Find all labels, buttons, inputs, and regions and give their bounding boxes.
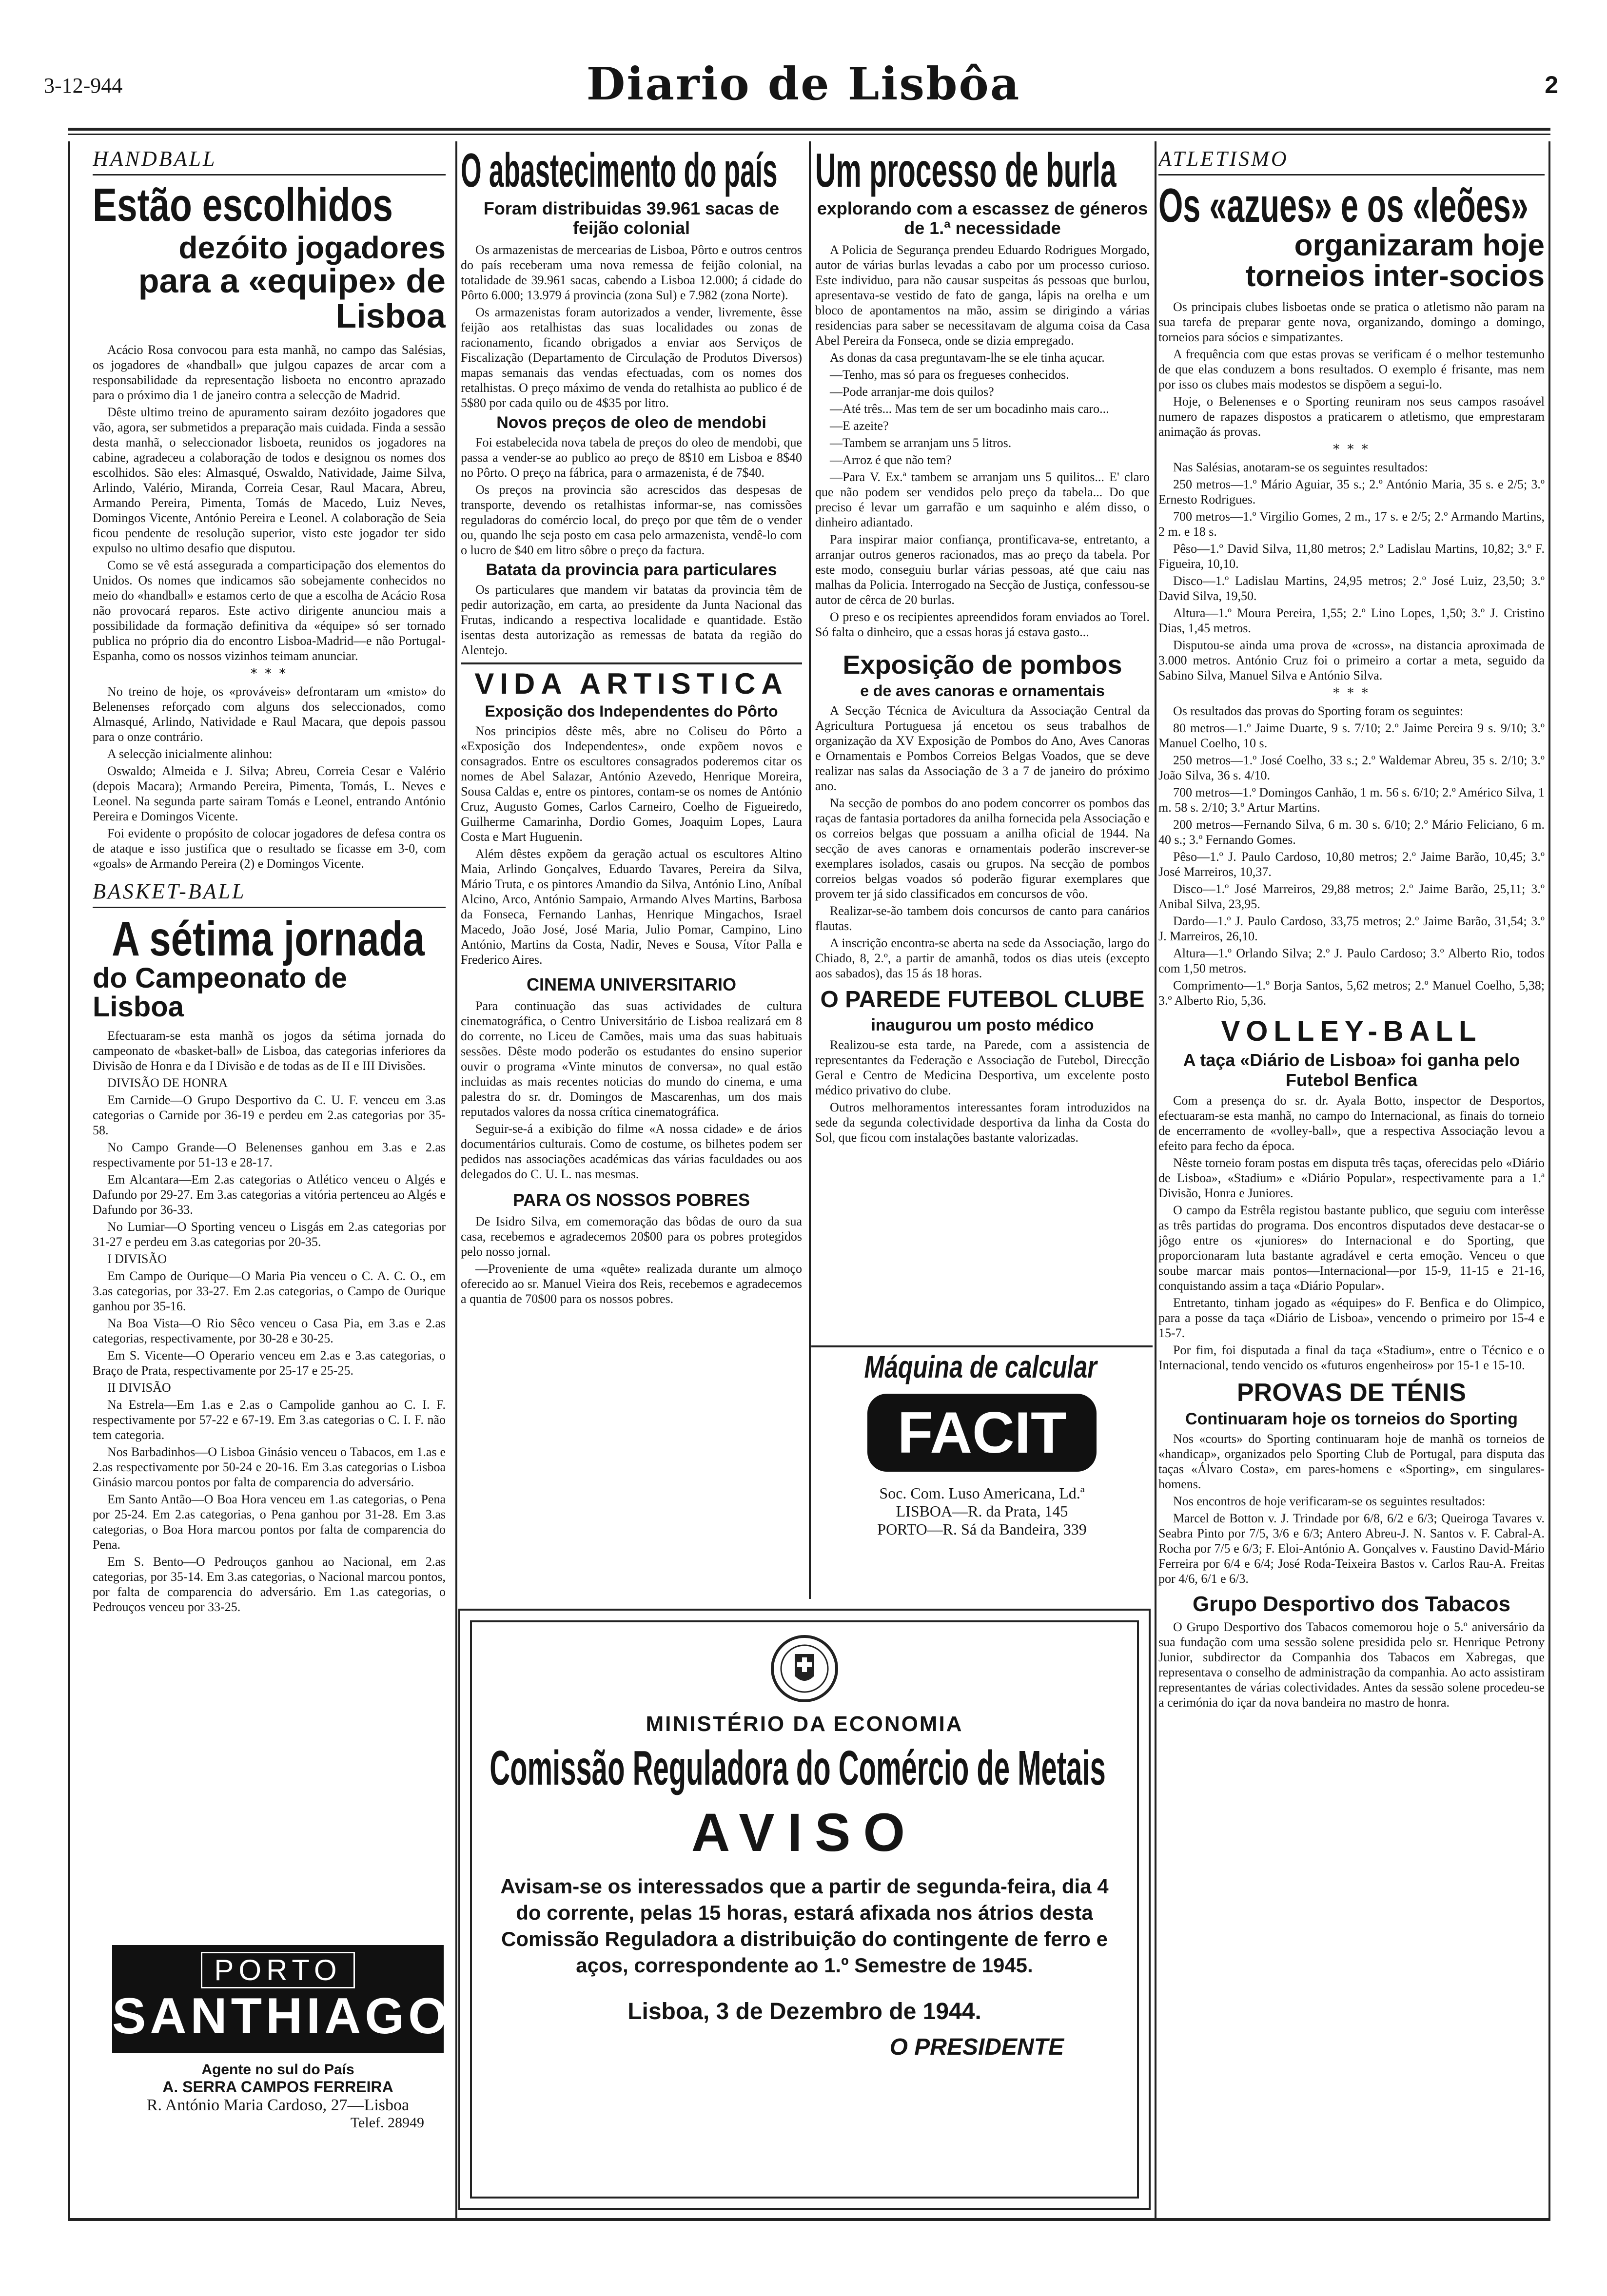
facit-ad [811,1345,1153,1599]
column-divider-2 [809,141,811,1599]
article-paragraph: —Até três... Mas tem de ser um bocadinho mais caro... [830,401,1109,416]
page-number: 2 [1545,71,1558,98]
article-paragraph: Por fim, foi disputada a final da taça «Stadium», entre o Técnico e o Internacional, tendo vencido os «futuros engenheiros» por 15-1 e 15-10. [1158,1343,1545,1372]
article-paragraph: Na Boa Vista—O Rio Sêco venceu o Casa Pia, em 3.as e 2.as categorias, respectivamente, por 30-28 e 30-25. [93,1316,446,1346]
subheadline: CINEMA UNIVERSITARIO [526,974,736,994]
subheadline: e de aves canoras e ornamentais [860,682,1105,700]
article-paragraph: No treino de hoje, os «prováveis» defrontaram um «misto» do Belenenses reforçado com alguns dos seleccionados, como Almasqué, Arlindo, Natividade e Raul Macara, que depois passou para o onze contrário. [93,684,446,744]
article-paragraph: Os principais clubes lisboetas onde se pratica o atletismo não param na sua tarefa de preparar gente nova, organizando, domingo a domingo, torneios para sócios e simpatizantes. [1158,300,1545,345]
article-paragraph: Em Santo Antão—O Boa Hora venceu em 1.as categorias, o Pena por 25-24. Em 2.as categorias, o Pena ganhou por 31-28. Em 3.as categorias, o Boa Hora marcou pontos por falta de comparencia do Pena. [93,1492,446,1552]
article-paragraph: —Tambem se arranjam uns 5 litros. [830,435,1012,450]
article-paragraph: II DIVISÃO [107,1381,171,1395]
article-paragraph: Na secção de pombos do ano podem concorrer os pombos das raças de fantasia portadores da anilha fornecida pela Associação e os correios belgas que possuam a anilha oficial de 1944. Na secção de aves canoras e ornamentais poderão inscrever-se exemplares isolados, casais ou grupos. Na secção de pombos correios belgas voados só poderão figurar exemplares que provem ter já sido classificados em concursos de vôo. [815,796,1150,901]
notice-aviso: AVISO [691,1803,918,1863]
article-paragraph: 200 metros—Fernando Silva, 6 m. 30 s. 6/10; 2.º Mário Feliciano, 6 m. 40 s.; 3.º Fernando Gomes. [1158,817,1545,847]
article-paragraph: —E azeite? [830,418,889,433]
notice-body: Avisam-se os interessados que a partir de segunda-feira, dia 4 do corrente, pelas 15 horas, estará afixada nos átrios desta Comissão Reguladora a distribuição do contingente de ferro e aços, correspondente ao 1.º Semestre de 1945. [500,1875,1109,1977]
article-paragraph: O campo da Estrêla registou bastante publico, que seguiu com interêsse as três partidas do programa. Dos encontros disputados deve destacar-se o jôgo entre os «juniores» do Internacional e do Sporting, que proporcionaram luta bastante agradável e certa emoção. Venceu o que soube marcar mais pontos—Internacional—por 15-9, 11-15 e 21-16, conquistando assim a taça «Diário Popular». [1158,1203,1545,1293]
headline-burla: Um processo de burla [815,146,1117,197]
section-atletismo: ATLETISMO [1158,146,1545,175]
article-paragraph: Em S. Bento—O Pedrouços ganhou ao Nacional, em 2.as categorias, por 35-14. Em 3.as categorias, o Nacional marcou pontos, por falta de comparencia do adversário. Em 1.as categorias, o Pedrouços venceu por 33-25. [93,1555,446,1615]
article-paragraph: I DIVISÃO [107,1252,167,1266]
article-paragraph: Em S. Vicente—O Operario venceu em 2.as e 3.as categorias, o Braço de Prata, respectivamente por 25-17 e 25-25. [93,1348,446,1378]
subheadline: Exposição dos Independentes do Pôrto [485,702,778,720]
article-paragraph: 80 metros—1.º Jaime Duarte, 9 s. 7/10; 2.º Jaime Pereira 9 s. 9/10; 3.º Manuel Coelho, 10 s. [1158,721,1545,751]
article-paragraph: O preso e os recipientes apreendidos foram enviados ao Torel. Só falta o dinheiro, que a essas horas já estava gasto... [815,609,1150,639]
newspaper-title: Diario de Lisbôa [586,58,1021,110]
subheadline: inaugurou um posto médico [871,1015,1094,1034]
headline-atletismo-3: torneios inter-socios [1245,259,1545,293]
article-paragraph: Pêso—1.º J. Paulo Cardoso, 10,80 metros; 2.º Jaime Barão, 10,45; 3.º José Marreiros, 10,37. [1158,850,1545,879]
article-paragraph: Comprimento—1.º Borja Santos, 5,62 metros; 2.º Manuel Coelho, 5,38; 3.º Alberto Rio, 5,36. [1158,978,1545,1008]
article-paragraph: Acácio Rosa convocou para esta manhã, no campo das Salésias, os jogadores de «handball» que julgou capazes de arcar com a responsabilidade da representação lisboeta no encontro aprazado para o próximo dia 1 de janeiro contra a selecção de Madrid. [93,342,446,402]
column-divider-1 [455,141,457,2219]
article-paragraph: Efectuaram-se esta manhã os jogos da sétima jornada do campeonato de «basket-ball» de Lisboa, das categorias inferiores da Divisão de Honra e da I Divisão e de todas as de II e III Divisões. [93,1029,446,1073]
headline-handball-3: para a «equipe» de Lisboa [138,262,446,335]
article-paragraph: Os armazenistas de mercearias de Lisboa, Pôrto e outros centros do país receberam uma nova remessa de feijão colonial, na totalidade de 39.961 sacas, cabendo a Lisboa 12.000; á cidade do Pôrto 6.000; 13.979 á provincia (zona Sul) e 7.982 (zona Norte). [461,242,802,302]
article-paragraph: Em Carnide—O Grupo Desportivo da C. U. F. venceu em 3.as categorias o Carnide por 36-19 e perdeu em 2.as categorias por 35-58. [93,1093,446,1138]
article-paragraph: Foi evidente o propósito de colocar jogadores de defesa contra os de ataque e isso justifica que o resultado se ficasse em 3-0, com «goals» de Armando Pereira (2) e Domingos Vicente. [93,826,446,871]
headline-handball-2: dezóito jogadores [178,230,446,265]
subheadline: PARA OS NOSSOS POBRES [512,1190,750,1210]
santhiago-ad-banner [112,1945,451,2053]
column-handball-basketball [93,146,451,2218]
ministry-notice [458,1609,1151,2210]
article-paragraph: Em Campo de Ourique—O Maria Pia venceu o C. A. C. O., em 3.as categorias, por 33-27. Em 2.as categorias, o Campo de Ourique ganhou por 35-16. [93,1269,446,1314]
ad-line: Agente no sul do País [201,2062,354,2078]
article-paragraph: —Arroz é que não tem? [830,452,952,467]
article-paragraph: 700 metros—1.º Virgilio Gomes, 2 m., 17 s. e 2/5; 2.º Armando Martins, 2 m. e 18 s. [1158,509,1545,539]
article-paragraph: Marcel de Botton v. J. Trindade por 6/8, 6/2 e 6/3; Queiroga Tavares v. Seabra Pinto por 7/5, 3/6 e 6/3; Antero Abreu-J. N. Santos v. F. Cabral-A. Rocha por 7/5 e 6/3; F. Eloi-António A. Gonçalves v. Faustino David-Mário Ferreira por 6/4 e 6/4; José Roda-Teixeira Bastos v. Carlos Rau-A. Freitas por 4/6, 6/1 e 6/3. [1158,1511,1545,1586]
ad-line: A. SERRA CAMPOS FERREIRA [162,2078,393,2096]
ad-title: Máquina de calcular [864,1349,1097,1384]
headline-tenis: PROVAS DE TÉNIS [1236,1379,1466,1407]
article-paragraph: Em Alcantara—Em 2.as categorias o Atlético venceu o Algés e Dafundo por 29-27. Em 3.as categorias a vitória pertenceu ao Algés e Dafundo por 36-33. [93,1172,446,1217]
article-paragraph: —Pode arranjar-me dois quilos? [830,384,994,399]
article-paragraph: Além dêstes expõem da geração actual os escultores Altino Maia, Arlindo Gonçalves, Eduardo Tavares, Pereira da Silva, Mário Truta, e os pintores Amandio da Silva, António Lino, Aníbal Alcino, Arco, António Sampaio, Armando Alves Martins, Barbosa da Fonseca, Fernando Lanhas, Henrique Mingachos, Israel Macedo, João José, José Maria, Julio Pomar, Campino, Lino António, Martins da Costa, Nadir, Neves e Sousa, Vítor Palla e Frederico Aires. [461,846,802,967]
article-paragraph: Nos encontros de hoje verificaram-se os seguintes resultados: [1173,1494,1486,1509]
article-paragraph: O Grupo Desportivo dos Tabacos comemorou hoje o 5.º aniversário da sua fundação com uma sessão solene presidida pelo sr. Henrique Petrony Junior, subdirector da Companhia dos Tabacos em Xabregas, que representava o conselho de administração da companhia. Ao acto assistiram representantes de várias colectividades. Antes da sessão solene procedeu-se a cerimónia do içar da nova bandeira no mastro de honra. [1158,1619,1545,1710]
article-paragraph: Os preços na provincia são acrescidos das despesas de transporte, devendo os retalhistas informar-se, nas comissões reguladoras do comércio local, do preço por que têm de o vender ou, quando lhe seja posto em casa pelo armazenista, vendê-lo com o lucro de $40 em litro sôbre o preço da factura. [461,482,802,557]
article-paragraph: Hoje, o Belenenses e o Sporting reuniram nos seus campos rasoável numero de rapazes dispostos a praticarem o atletismo, que emprestaram animação ás provas. [1158,394,1545,439]
article-paragraph: Para inspirar maior confiança, prontificava-se, entretanto, a arranjar outros generos racionados, mas ao preço da tabela. Por este modo, conseguiu burlar várias pessoas, até que caiu nas malhas da Policia. Interrogado na Secção de Justiça, confessou-se autor de cêrca de 20 burlas. [815,532,1150,607]
article-paragraph: 700 metros—1.º Domingos Canhão, 1 m. 56 s. 6/10; 2.º Américo Silva, 1 m. 58 s. 2/10; 3.º Artur Martins. [1158,785,1545,815]
article-paragraph: 250 metros—1.º José Coelho, 33 s.; 2.º Waldemar Abreu, 35 s. 2/10; 3.º João Silva, 36 s. 4/10. [1158,753,1545,783]
separator-stars: * * * [251,666,288,681]
article-paragraph: Dêste ultimo treino de apuramento sairam dezóito jogadores que vão, agora, ser submetidos a preparação mais cuidada. Finda a sessão desta manhã, o seleccionador lisboeta, reunidos os jogadores na cabine, agradeceu a colaboração de todos e designou os nomes dos escolhidos. São eles: Almasqué, Oswaldo, Natividade, Jaime Silva, Arlindo, Valério, Miranda, Correia Cesar, Raul Macara, Abreu, Armando Pereira, Pimenta, Tomás de Macedo, Luiz Neves, Domingos Vicente, António Pereira e Leonel. A colaboração de Seia ficou pendente de resolução superior, visto este jogador ter sido expulso no ultimo desafio que disputou. [93,405,446,555]
article-paragraph: Nêste torneio foram postas em disputa três taças, oferecidas pelo «Diário de Lisboa», «Stadium» e «Diário Popular», respectivamente para a 1.ª Divisão, Honra e Juniores. [1158,1156,1545,1200]
column-divider-3 [1155,141,1156,2219]
ad-line: Soc. Com. Luso Americana, Ld.ª [879,1484,1085,1502]
notice-ministry: MINISTÉRIO DA ECONOMIA [646,1712,963,1736]
masthead-rule-thin [68,134,1550,135]
article-paragraph: Disputou-se ainda uma prova de «cross», na distancia aproximada de 3.000 metros. António Cruz foi o primeiro a cortar a meta, seguido da Sabino Silva, Manuel Silva e António Silva. [1158,638,1545,683]
right-frame [1548,141,1550,2219]
article-paragraph: No Campo Grande—O Belenenses ganhou em 3.as e 2.as respectivamente por 51-13 e 28-17. [93,1140,446,1170]
bottom-rule [68,2218,1550,2221]
separator-stars: * * * [1333,442,1370,457]
article-paragraph: Os armazenistas foram autorizados a vender, livremente, êsse feijão aos retalhistas das suas localidades ou zonas de racionamento, ficando obrigados a enviar aos Serviços de Fiscalização (Departamento de Circulação de Produtos Diversos) mapas semanais das vendas efectuadas, com os nomes dos retalhistas. O preço máximo de venda do retalhista ao publico é de 5$80 por cada quilo ou de 4$35 por litro. [461,305,802,410]
article-paragraph: De Isidro Silva, em comemoração das bôdas de ouro da sua casa, recebemos e agradecemos 20$00 para os pobres protegidos pelo nosso jornal. [461,1214,802,1259]
headline-parede: O PAREDE FUTEBOL CLUBE [820,986,1145,1012]
subheadline: Batata da provincia para particulares [486,560,777,579]
coat-of-arms-icon [768,1632,841,1705]
subheadline: Foram distribuidas 39.961 sacas de feijão colonial [483,198,780,238]
article-paragraph: Altura—1.º Moura Pereira, 1,55; 2.º Lino Lopes, 1,50; 3.º J. Cristino Dias, 1,45 metros. [1158,606,1545,636]
ad-city: PORTO [201,1952,354,1988]
article-paragraph: Disco—1.º José Marreiros, 29,88 metros; 2.º Jaime Barão, 25,11; 3.º Anibal Silva, 23,95. [1158,882,1545,912]
section-basketball: BASKET-BALL [93,879,446,908]
ad-line: Telef. 28949 [350,2115,424,2131]
notice-date: Lisboa, 3 de Dezembro de 1944. [627,1999,981,2024]
ad-line: PORTO—R. Sá da Bandeira, 339 [877,1520,1087,1538]
separator-stars: * * * [1333,686,1370,701]
section-handball: HANDBALL [93,146,446,175]
article-paragraph: Oswaldo; Almeida e J. Silva; Abreu, Correia Cesar e Valério (depois Macara); Armando Pereira, Pimenta, Tomás, L. Neves e Leonel. Na segunda parte sairam Tomás e Leonel, entrando António Pereira e Domingos Vicente. [93,763,446,823]
santhiago-ad [112,1945,451,2208]
headline-basketball: A sétima jornada [112,911,425,966]
article-paragraph: Na Estrela—Em 1.as e 2.as o Campolide ganhou ao C. I. F. respectivamente por 57-22 e 67-19. Em 3.as categorias o C. I. F. não tem categoria. [93,1398,446,1442]
notice-title: Comissão Reguladora do Comércio de Metais [490,1741,1106,1795]
article-paragraph: Como se vê está assegurada a comparticipação dos elementos do Unidos. Os nomes que indicamos são sobejamente conhecidos no meio do «handball» e estamos certo de que a escolha de Acácio Rosa não provocará reparos. Este activo dirigente anunciou mais a possibilidade da formação definitiva da «équipe» só ser tornado publica no próprio dia do encontro Lisboa-Madrid—e não Portugal-Espanha, como os nossos vizinhos teimam anunciar. [93,558,446,663]
subheadline: Novos preços de oleo de mendobi [496,413,766,432]
subheadline: Continuaram hoje os torneios do Sporting [1185,1410,1518,1429]
ad-line: LISBOA—R. da Prata, 145 [896,1502,1068,1520]
article-paragraph: Entretanto, tinham jogado as «équipes» do F. Benfica e do Olimpico, para a posse da taça «Diário de Lisboa», vencendo o primeiro por 15-4 e 15-7. [1158,1296,1545,1340]
article-paragraph: Nas Salésias, anotaram-se os seguintes resultados: [1173,460,1428,475]
article-paragraph: A Secção Técnica de Avicultura da Associação Central da Agricultura Portuguesa já encetou os seus trabalhos de organização da XV Exposição de Pombos do Ano, Aves Canoras e Ornamentais e Pombos Correios Belgas Voados, que se deve realizar nas salas da Associação de 3 a 7 de janeiro do próximo ano. [815,703,1150,793]
headline-atletismo: Os «azues» e os «leões» [1158,178,1529,232]
article-paragraph: Pêso—1.º David Silva, 11,80 metros; 2.º Ladislau Martins, 10,82; 3.º F. Figueira, 10,10. [1158,542,1545,571]
article-paragraph: A Policia de Segurança prendeu Eduardo Rodrigues Morgado, autor de várias burlas levadas a cabo por um processo curioso. Este individuo, para não causar suspeitas ás pessoas que burlou, apresentava-se vestido de fato de ganga, lápis na orelha e um bloco de apontamentos na mão, assim se dirigindo a várias residencias para saber se necessitavam de alguma coisa da Casa Abel Pereira da Fonseca, onde se dizia empregado. [815,242,1150,348]
left-frame [68,141,70,2219]
article-paragraph: Foi estabelecida nova tabela de preços do oleo de mendobi, que passa a vender-se ao publico ao preço de 8$10 em Lisboa e 8$40 no Pôrto. O preço na fábrica, para o armazenista, é de 7$40. [461,435,802,480]
article-paragraph: 250 metros—1.º Mário Aguiar, 35 s.; 2.º António Maria, 35 s. e 2/5; 3.º Ernesto Rodrigues. [1158,477,1545,507]
article-paragraph: Os particulares que mandem vir batatas da provincia têm de pedir autorização, em carta, ao presidente da Junta Nacional das Frutas, indicando a respectiva localidade e quantidade. Estão isentas desta autorização as remessas de batata da região do Alentejo. [461,582,802,657]
article-paragraph: —Proveniente de uma «quête» realizada durante um almoço oferecido ao sr. Manuel Vieira dos Reis, recebemos e agradecemos a quantia de 70$00 para os nossos pobres. [461,1262,802,1306]
headline-atletismo-2: organizaram hoje [1294,228,1545,262]
article-paragraph: No Lumiar—O Sporting venceu o Lisgás em 2.as categorias por 31-27 e perdeu em 3.as categorias por 20-35. [93,1220,446,1249]
article-paragraph: Seguir-se-á a exibição do filme «A nossa cidade» e de ários documentários culturais. Como de costume, os bilhetes podem ser pedidos nas associações académicas das várias faculdades ou aos delegados do C. U. L. nas mesmas. [461,1122,802,1182]
ad-brand: SANTHIAGO [112,1988,451,2044]
article-paragraph: Dardo—1.º J. Paulo Cardoso, 33,75 metros; 2.º Jaime Barão, 31,54; 3.º J. Marreiros, 26,10. [1158,914,1545,944]
article-paragraph: Disco—1.º Ladislau Martins, 24,95 metros; 2.º José Luiz, 23,50; 3.º David Silva, 19,50. [1158,574,1545,603]
headline-handball: Estão escolhidos [93,179,393,231]
article-paragraph: A frequência com que estas provas se verificam é o melhor testemunho de que elas conduzem a bons resultados. O exemplo é frisante, mas nem por isso os clubes mais modestos se dispõem a segui-lo. [1158,347,1545,392]
headline-volley: VOLLEY-BALL [1221,1015,1482,1048]
article-paragraph: DIVISÃO DE HONRA [107,1076,228,1090]
article-paragraph: A inscrição encontra-se aberta na sede da Associação, largo do Chiado, 8, 2.º, a partir de amanhã, todos os dias uteis (excepto aos sabados), das 15 ás 18 horas. [815,935,1150,980]
article-paragraph: —Tenho, mas só para os fregueses conhecidos. [830,367,1069,382]
article-paragraph: Nos Barbadinhos—O Lisboa Ginásio venceu o Tabacos, em 1.as e 2.as respectivamente por 50-24 e 20-16. Em 3.as categorias o Lisboa Ginásio marcou pontos por falta de comparencia do adversário. [93,1445,446,1490]
column-atletismo [1158,146,1545,2216]
headline-abastecimento: O abastecimento do país [461,146,778,197]
facit-logo: FACIT [867,1394,1097,1472]
headline-basketball-2: do Campeonato de Lisboa [93,962,348,1023]
ad-line: R. António Maria Cardoso, 27—Lisboa [146,2096,410,2115]
article-paragraph: Realizou-se esta tarde, na Parede, com a assistencia de representantes da Federação e Associação de Futebol, Direcção Geral e Centro de Medicina Desportiva, um excelente posto médico privativo do clube. [815,1037,1150,1097]
subheadline: A taça «Diário de Lisboa» foi ganha pelo Futebol Benfica [1183,1050,1520,1090]
article-paragraph: Nos principios dêste mês, abre no Coliseu do Pôrto a «Exposição dos Independentes», onde expõem novos e consagrados. Entre os escultores consagrados poderemos citar os nomes de Abel Salazar, António Azevedo, Henrique Moreira, Sousa Caldas e, entre os pintores, contam-se os nomes de António Cruz, Augusto Gomes, Carlos Carneiro, Coelho de Figueiredo, Guilherme Camarinha, Dordio Gomes, Joaquim Lopes, Laura Costa e Mart Huguenin. [461,723,802,844]
article-paragraph: Realizar-se-ão tambem dois concursos de canto para canários flautas. [815,903,1150,933]
column-abastecimento [461,146,802,1584]
article-paragraph: As donas da casa preguntavam-lhe se ele tinha açucar. [830,350,1105,365]
notice-signature: O PRESIDENTE [889,2034,1064,2060]
masthead [0,0,1607,132]
article-paragraph: Outros melhoramentos interessantes foram introduzidos na sede da segunda colectividade desportiva da linha da Costa do Sol, que ficou com instalações bastante valorizadas. [815,1100,1150,1145]
article-paragraph: Os resultados das provas do Sporting foram os seguintes: [1173,704,1464,719]
article-paragraph: A selecção inicialmente alinhou: [107,746,273,761]
headline-tabacos: Grupo Desportivo dos Tabacos [1193,1592,1510,1616]
article-paragraph: —Para V. Ex.ª tambem se arranjam uns 5 quilitos... E' claro que não podem ser vendidos pelo preço da tabela... Do que preciso é levar um garrafão e um saquinho e além disso, o dinheiro adiantado. [815,469,1150,529]
masthead-rule [68,128,1550,131]
article-paragraph: Para continuação das suas actividades de cultura cinematográfica, o Centro Universitário de Lisboa realizará em 8 do corrente, no Liceu de Camões, mais uma das suas habituais sessões. Dêste modo poderão os estudantes do ensino superior ouvir o programa «Vinte minutos de conversa», no qual estão incluidas as mais recentes noticias do mundo do cinema, e uma palestra do sr. dr. Domingos de Mascarenhas, um dos mais reputados valores da nossa crítica cinematográfica. [461,999,802,1119]
article-paragraph: Altura—1.º Orlando Silva; 2.º J. Paulo Cardoso; 3.º Alberto Rio, todos com 1,50 metros. [1158,946,1545,976]
issue-date: 3-12-944 [44,74,123,97]
article-paragraph: Com a presença do sr. dr. Ayala Botto, inspector de Desportos, efectuaram-se esta manhã, no campo do Internacional, as finais do torneio de encerramento de «volley-ball», que a respectiva Associação levou a efeito para fecho da época. [1158,1093,1545,1153]
article-paragraph: Nos «courts» do Sporting continuaram hoje de manhã os torneios de «handicap», organizados pelo Sporting Club de Portugal, para disputa das taças «Álvaro Costa», em pares-homens e «Sporting», em singulares-homens. [1158,1432,1545,1492]
subheadline: explorando com a escassez de géneros de 1.ª necessidade [817,198,1148,238]
headline-vida-artistica: VIDA ARTISTICA [474,667,788,700]
headline-pombos: Exposição de pombos [843,650,1122,680]
